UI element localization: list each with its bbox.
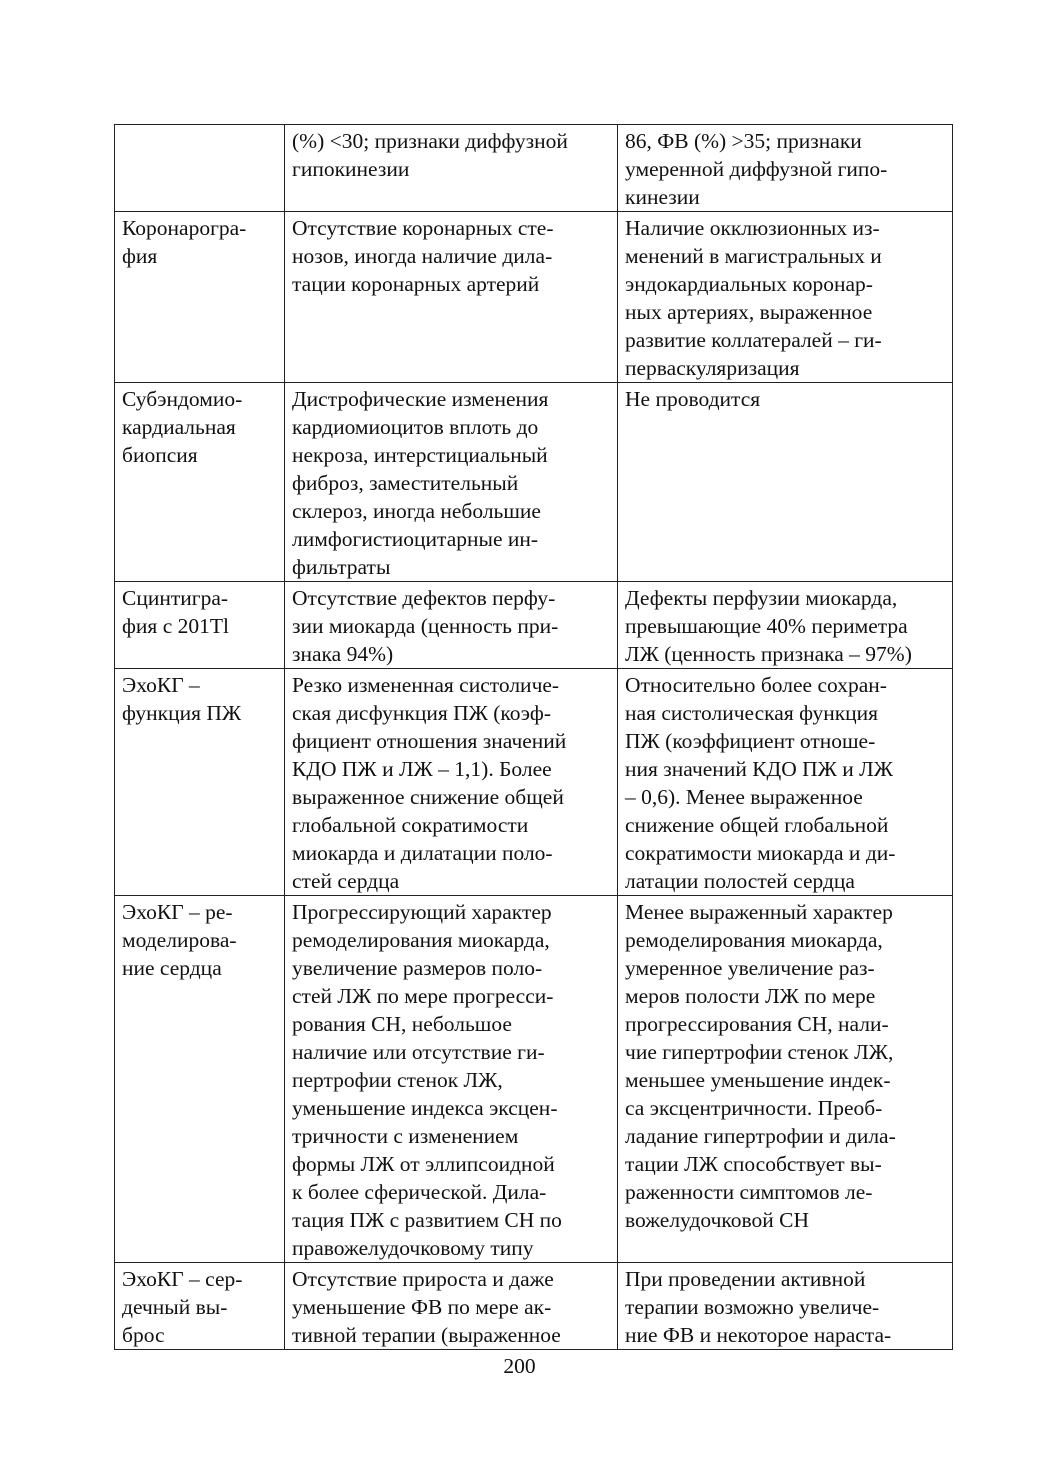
row-label-cell: Сцинтигра- фия с 201Tl	[115, 582, 285, 669]
table-cell: Менее выраженный характер ремоделирования миокарда, умеренное увеличение раз- меров полости ЛЖ по мере прогрессирования СН, нали- чие гипертрофии стенок ЛЖ, меньшее уменьшение индек- са эксцентричности. Преоб- ладание гипертрофии и дила- тации ЛЖ способствует вы- раженности симптомов ле- вожелудочковой СН	[618, 896, 953, 1263]
row-label-cell: ЭхоКГ – функция ПЖ	[115, 669, 285, 896]
table-cell: Наличие окклюзионных из- менений в магистральных и эндокардиальных коронар- ных артериях, выраженное развитие коллатералей – ги- перваскуляризация	[618, 212, 953, 383]
row-label-cell: ЭхоКГ – ре- моделирова- ние сердца	[115, 896, 285, 1263]
row-label-cell: Субэндомио- кардиальная биопсия	[115, 383, 285, 582]
table-cell: Резко измененная систоличе- ская дисфункция ПЖ (коэф- фициент отношения значений КДО ПЖ и ЛЖ – 1,1). Более выраженное снижение общей глобальной сократимости миокарда и дилатации поло- стей сердца	[285, 669, 618, 896]
table-cell: Не проводится	[618, 383, 953, 582]
table-row	[115, 669, 953, 896]
table-cell: Дефекты перфузии миокарда, превышающие 40% периметра ЛЖ (ценность признака – 97%)	[618, 582, 953, 669]
table-cell: 86, ФВ (%) >35; признаки умеренной диффузной гипо- кинезии	[618, 125, 953, 212]
table-cell: Отсутствие прироста и даже уменьшение ФВ по мере ак- тивной терапии (выраженное	[285, 1263, 618, 1350]
comparison-table	[114, 124, 953, 1350]
table-cell: (%) <30; признаки диффузной гипокинезии	[285, 125, 618, 212]
table-row	[115, 1263, 953, 1350]
row-label-cell: Коронарогра- фия	[115, 212, 285, 383]
table-row	[115, 125, 953, 212]
row-label-cell: ЭхоКГ – сер- дечный вы- брос	[115, 1263, 285, 1350]
table-row	[115, 582, 953, 669]
table-row	[115, 896, 953, 1263]
table-row	[115, 212, 953, 383]
table-cell: При проведении активной терапии возможно увеличе- ние ФВ и некоторое нараста-	[618, 1263, 953, 1350]
table-cell: Отсутствие дефектов перфу- зии миокарда (ценность при- знака 94%)	[285, 582, 618, 669]
page-number: 200	[503, 1354, 536, 1378]
table-cell: Дистрофические изменения кардиомиоцитов вплоть до некроза, интерстициальный фиброз, заместительный склероз, иногда небольшие лимфогистиоцитарные ин- фильтраты	[285, 383, 618, 582]
table-cell: Прогрессирующий характер ремоделирования миокарда, увеличение размеров поло- стей ЛЖ по мере прогресси- рования СН, небольшое наличие или отсутствие ги- пертрофии стенок ЛЖ, уменьшение индекса эксцен- тричности с изменением формы ЛЖ от эллипсоидной к более сферической. Дила- тация ПЖ с развитием СН по правожелудочковому типу	[285, 896, 618, 1263]
row-label-cell	[115, 125, 285, 212]
table-cell: Отсутствие коронарных сте- нозов, иногда наличие дила- тации коронарных артерий	[285, 212, 618, 383]
table-cell: Относительно более сохран- ная систолическая функция ПЖ (коэффициент отноше- ния значений КДО ПЖ и ЛЖ – 0,6). Менее выраженное снижение общей глобальной сократимости миокарда и ди- латации полостей сердца	[618, 669, 953, 896]
table-row	[115, 383, 953, 582]
